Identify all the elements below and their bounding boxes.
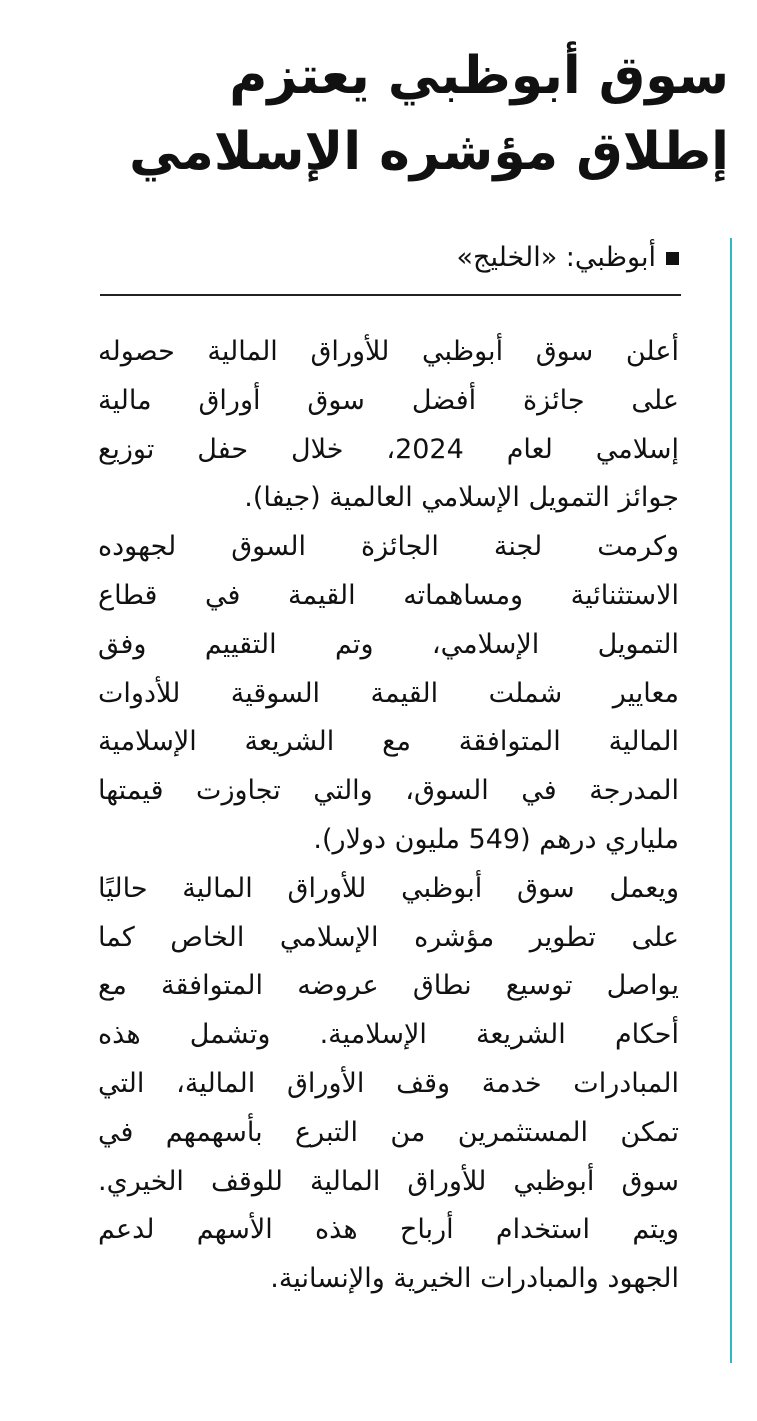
- paragraph-line: أحكام الشريعة الإسلامية. وتشمل هذه: [98, 1019, 679, 1051]
- paragraph-line: وكرمت لجنة الجائزة السوق لجهوده: [98, 531, 679, 563]
- headline-line-2: إطلاق مؤشره الإسلامي: [129, 122, 729, 182]
- paragraph-line: سوق أبوظبي للأوراق المالية للوقف الخيري.: [98, 1165, 679, 1197]
- paragraph-line: معايير شملت القيمة السوقية للأدوات: [98, 677, 679, 709]
- paragraph-line: ويعمل سوق أبوظبي للأوراق المالية حاليًا: [98, 872, 679, 904]
- paragraph-1: [98, 328, 679, 523]
- article-body: [98, 328, 679, 1304]
- paragraph-line: على تطوير مؤشره الإسلامي الخاص كما: [98, 921, 679, 953]
- byline-divider: [100, 294, 681, 296]
- paragraph-line: المدرجة في السوق، والتي تجاوزت قيمتها: [98, 775, 679, 807]
- paragraph-line: ملياري درهم (549 مليون دولار).: [313, 823, 679, 855]
- paragraph-2: [98, 523, 679, 865]
- paragraph-line: أعلن سوق أبوظبي للأوراق المالية حصوله: [98, 336, 679, 367]
- paragraph-line: على جائزة أفضل سوق أوراق مالية: [98, 384, 679, 416]
- byline-square-icon: [666, 252, 679, 265]
- paragraph-line: إسلامي لعام 2024، خلال حفل توزيع: [98, 433, 679, 465]
- paragraph-line: ويتم استخدام أرباح هذه الأسهم لدعم: [98, 1214, 679, 1246]
- paragraph-line: المبادرات خدمة وقف الأوراق المالية، التي: [98, 1067, 679, 1099]
- paragraph-3: [98, 865, 679, 1304]
- paragraph-line: التمويل الإسلامي، وتم التقييم وفق: [98, 628, 679, 660]
- headline-line-1: سوق أبوظبي يعتزم: [229, 46, 729, 106]
- paragraph-line: يواصل توسيع نطاق عروضه المتوافقة مع: [98, 970, 679, 1002]
- column-accent-rule: [730, 238, 732, 1363]
- headline: [29, 38, 729, 190]
- byline-text: أبوظبي: «الخليج»: [456, 242, 656, 273]
- paragraph-line: تمكن المستثمرين من التبرع بأسهمهم في: [98, 1116, 679, 1148]
- byline: [99, 236, 679, 280]
- paragraph-line: الجهود والمبادرات الخيرية والإنسانية.: [270, 1263, 679, 1295]
- paragraph-line: الاستثنائية ومساهماته القيمة في قطاع: [98, 579, 679, 611]
- paragraph-line: المالية المتوافقة مع الشريعة الإسلامية: [98, 726, 679, 758]
- paragraph-line: جوائز التمويل الإسلامي العالمية (جيفا).: [244, 482, 679, 514]
